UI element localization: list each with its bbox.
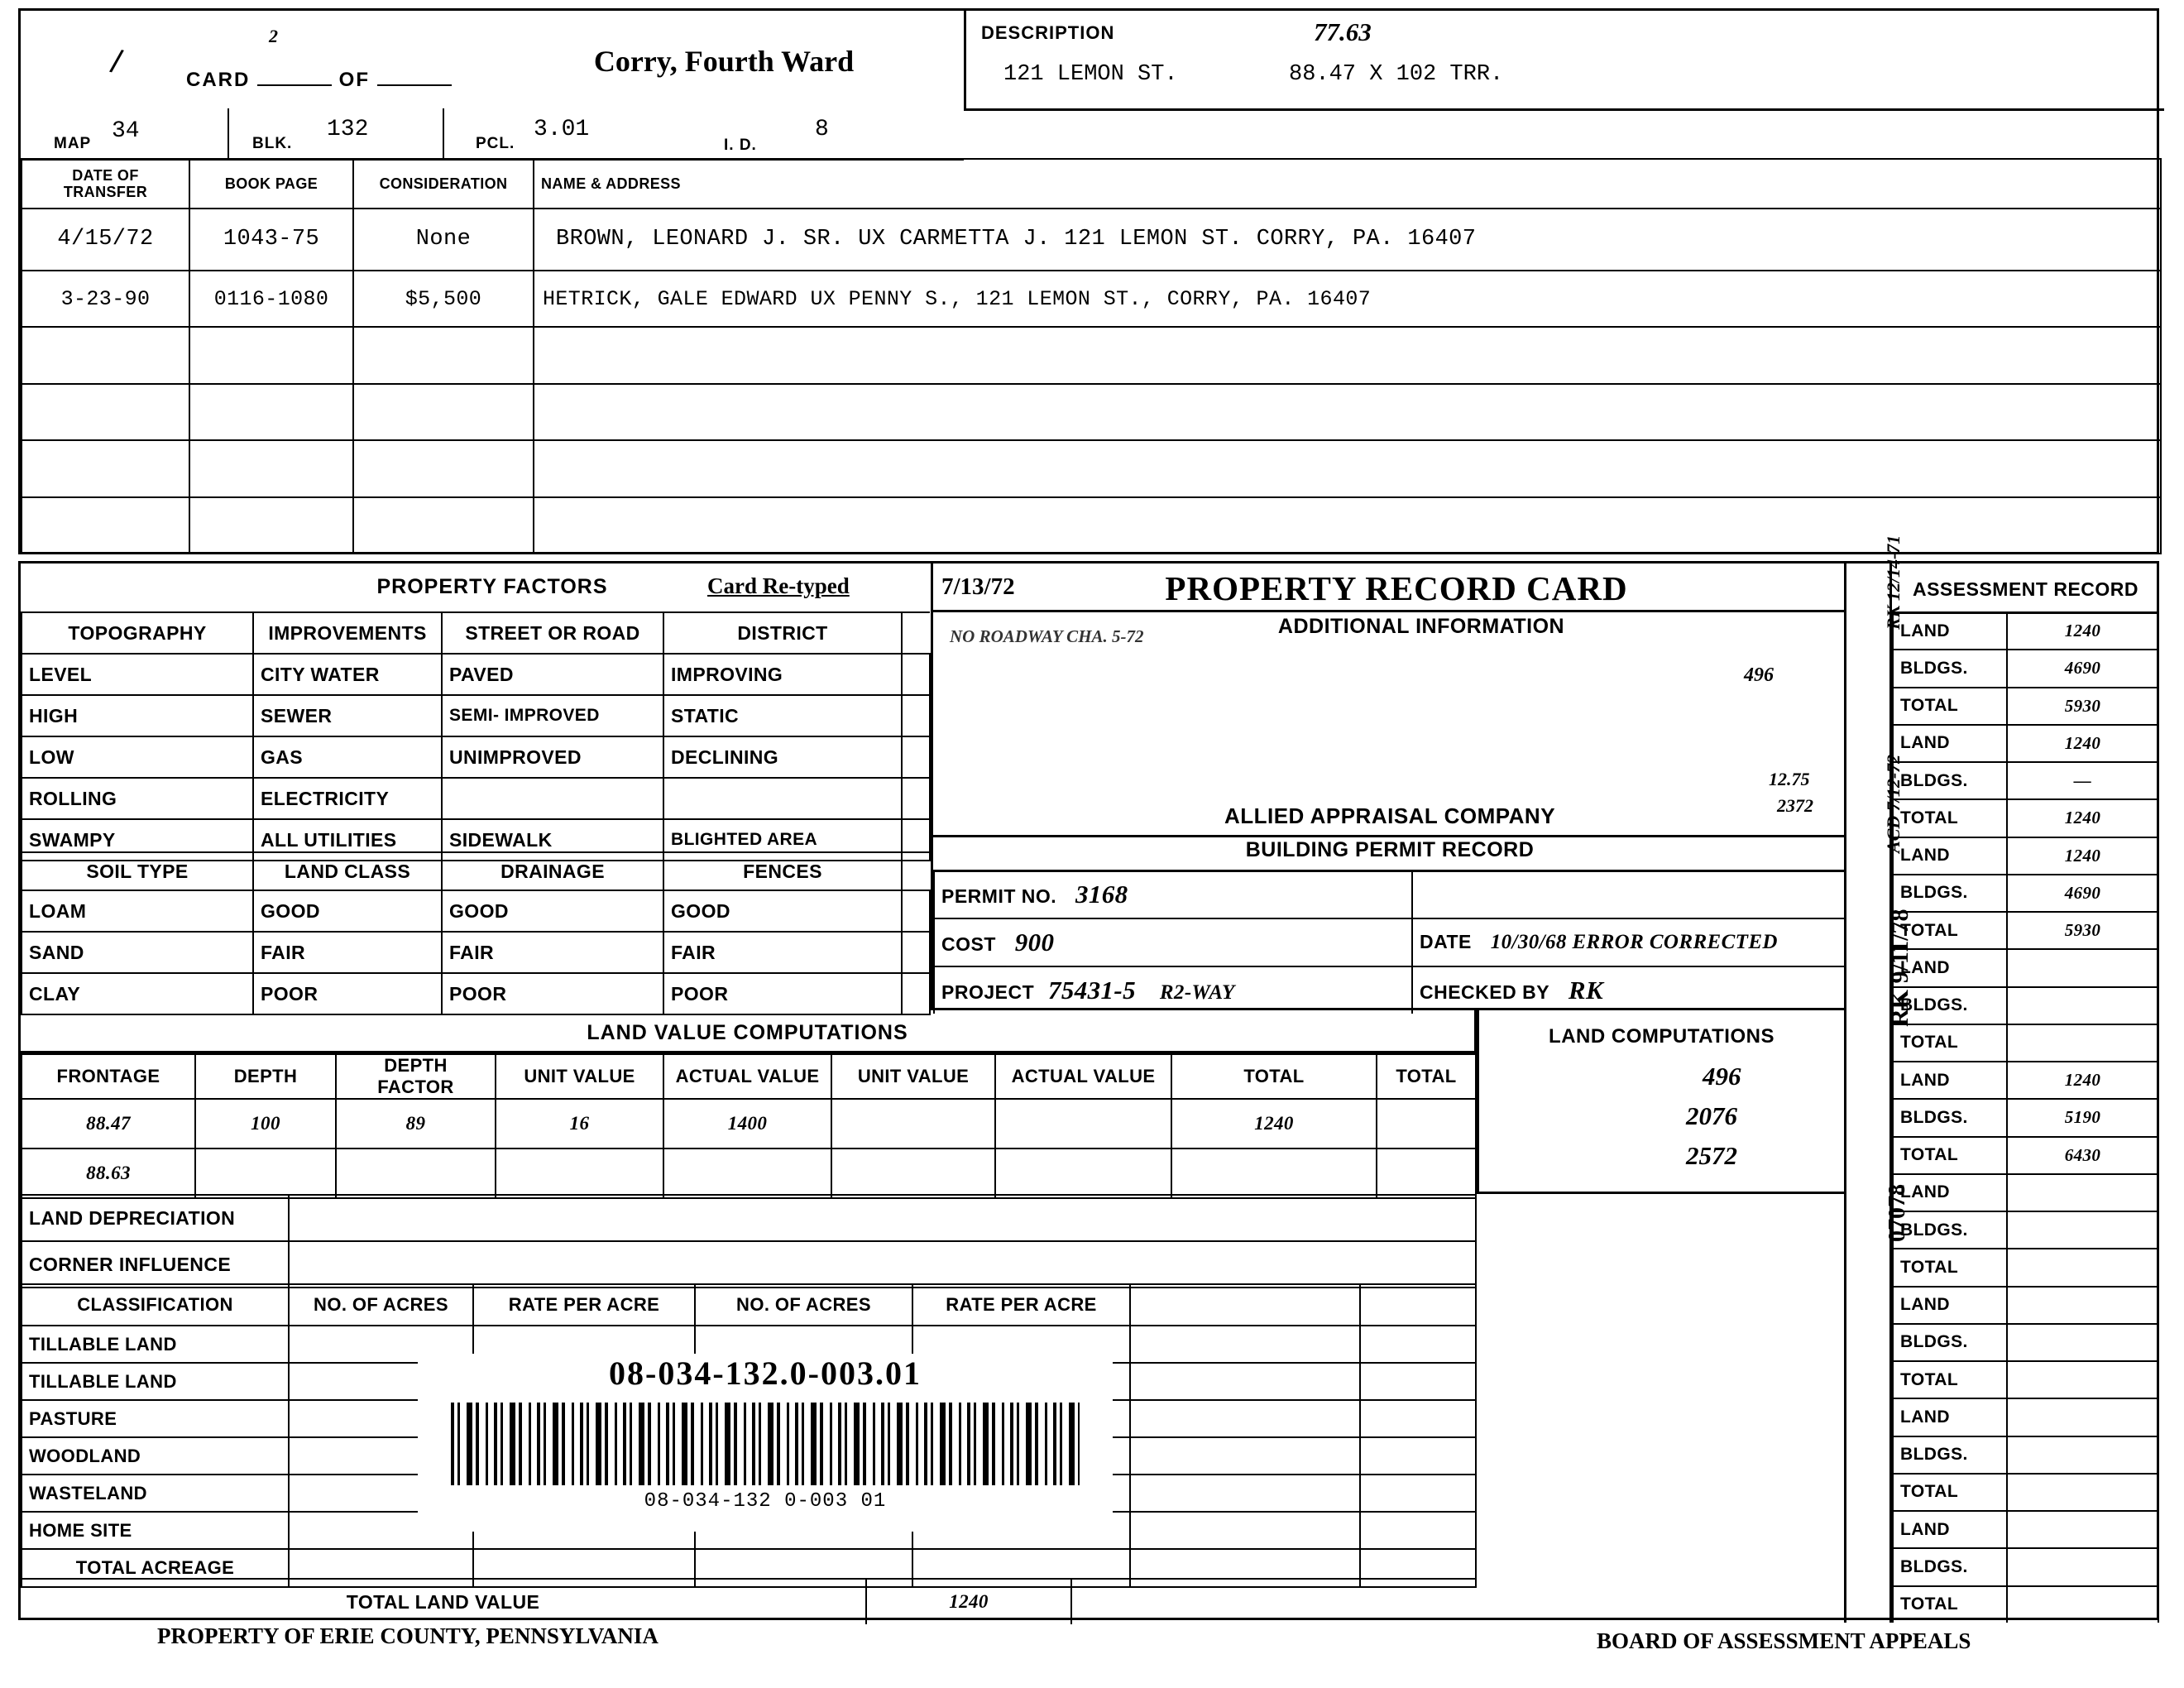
assess-total-value	[2007, 1024, 2158, 1062]
th-total: TOTAL	[1171, 1054, 1377, 1099]
factor-level[interactable]: LEVEL	[22, 654, 253, 695]
parcel-id-row	[21, 108, 964, 161]
table-row	[22, 440, 2161, 496]
assess-land-label: LAND	[1893, 837, 2007, 875]
table-row	[1893, 1174, 2158, 1211]
transfer-consideration	[353, 327, 534, 383]
table-row	[1893, 1024, 2158, 1062]
top-section	[18, 8, 2159, 554]
pen-slash-mark: /	[107, 43, 126, 81]
additional-information-note: NO ROADWAY CHA. 5-72	[950, 626, 1144, 646]
assess-land-label: LAND	[1893, 1062, 2007, 1099]
description-line1: 121 LEMON ST.	[1003, 62, 1178, 87]
margin-note-1: 496	[1744, 664, 1774, 686]
assess-total-label: TOTAL	[1893, 1024, 2007, 1062]
id-label: I. D.	[724, 137, 757, 154]
assess-bldgs-value	[2007, 1548, 2158, 1585]
table-row	[22, 271, 2161, 327]
factor-sewer[interactable]: SEWER	[253, 695, 442, 736]
lv-depth: 100	[195, 1099, 336, 1149]
footer-left: PROPERTY OF ERIE COUNTY, PENNSYLVANIA	[157, 1623, 659, 1648]
land-computations-title: LAND COMPUTATIONS	[1549, 1025, 1774, 1048]
factor-unimproved[interactable]: UNIMPROVED	[442, 736, 663, 778]
assess-total-value	[2007, 1249, 2158, 1286]
assess-bldgs-value	[2007, 1436, 2158, 1474]
assess-land-value	[2007, 1174, 2158, 1211]
factor-electricity[interactable]: ELECTRICITY	[253, 778, 442, 819]
transfer-book-page	[189, 327, 353, 383]
table-row	[22, 1149, 1476, 1198]
lv-total	[1171, 1149, 1377, 1198]
transfer-consideration	[353, 384, 534, 440]
total-land-value-label: TOTAL LAND VALUE	[21, 1579, 866, 1624]
table-row	[1893, 1436, 2158, 1474]
table-row	[1893, 762, 2158, 799]
transfer-consideration	[353, 440, 534, 496]
footer-right: BOARD OF ASSESSMENT APPEALS	[1597, 1628, 1971, 1653]
assess-total-label: TOTAL	[1893, 1361, 2007, 1398]
transfer-book-page	[189, 384, 353, 440]
assess-total-label: TOTAL	[1893, 1137, 2007, 1174]
total-land-value: 1240	[866, 1579, 1071, 1624]
barcode-block	[418, 1354, 1113, 1532]
table-row	[22, 695, 930, 736]
date-label: DATE	[1420, 931, 1472, 952]
fences-good[interactable]: GOOD	[663, 890, 902, 932]
factor-low[interactable]: LOW	[22, 736, 253, 778]
lv-actual-value-2	[995, 1149, 1171, 1198]
table-row	[1893, 799, 2158, 837]
project-value: 75431-5	[1047, 976, 1137, 1005]
assess-bldgs-label: BLDGS.	[1893, 1548, 2007, 1585]
lv-depth-factor	[336, 1149, 496, 1198]
table-row	[22, 384, 2161, 440]
table-row	[22, 778, 930, 819]
assess-land-value	[2007, 1287, 2158, 1324]
description-hand-note: 77.63	[1314, 17, 1372, 46]
factor-improving[interactable]: IMPROVING	[663, 654, 902, 695]
permit-no-label: PERMIT NO.	[941, 885, 1057, 907]
factor-blighted-area[interactable]: BLIGHTED AREA	[663, 819, 902, 861]
building-permit-title: BUILDING PERMIT RECORD	[1245, 838, 1535, 861]
fences-poor[interactable]: POOR	[663, 973, 902, 1014]
center-column	[931, 563, 1844, 1010]
checked-by-label: CHECKED BY	[1420, 981, 1550, 1003]
map-label: MAP	[54, 135, 92, 152]
th-rate-per-acre-2: RATE PER ACRE	[912, 1284, 1130, 1326]
th-street-or-road: STREET OR ROAD	[442, 612, 663, 654]
table-row	[1893, 1099, 2158, 1136]
th-actual-value: ACTUAL VALUE	[663, 1054, 831, 1099]
margin-notes-strip	[1844, 535, 1913, 1623]
card-of-label: CARD OF	[186, 69, 452, 92]
transfer-consideration	[353, 497, 534, 554]
table-row	[1893, 1211, 2158, 1249]
th-topography: TOPOGRAPHY	[22, 612, 253, 654]
assess-land-label: LAND	[1893, 1398, 2007, 1436]
table-row	[22, 497, 2161, 554]
drainage-good[interactable]: GOOD	[442, 890, 663, 932]
table-row	[1893, 1548, 2158, 1585]
table-row	[22, 1241, 1476, 1288]
table-row	[1893, 725, 2158, 762]
factor-semi-improved[interactable]: SEMI- IMPROVED	[442, 695, 663, 736]
assess-bldgs-label: BLDGS.	[1893, 1211, 2007, 1249]
th-drainage: DRAINAGE	[442, 852, 663, 890]
blk-label: BLK.	[252, 135, 293, 152]
transfer-consideration: None	[353, 209, 534, 271]
transfer-name-address: BROWN, LEONARD J. SR. UX CARMETTA J. 121 LEMON ST. CORRY, PA. 16407	[534, 209, 2161, 271]
barcode-image	[451, 1403, 1080, 1485]
table-row	[1893, 1398, 2158, 1436]
transfer-date	[22, 497, 189, 554]
table-row	[22, 932, 930, 973]
description-box	[964, 11, 2164, 111]
transfer-book-page	[189, 497, 353, 554]
col-book-page: BOOK PAGE	[189, 159, 353, 209]
assess-land-value	[2007, 1511, 2158, 1548]
factor-paved[interactable]: PAVED	[442, 654, 663, 695]
assess-land-value	[2007, 949, 2158, 986]
th-no-of-acres: NO. OF ACRES	[289, 1284, 473, 1326]
th-classification: CLASSIFICATION	[22, 1284, 289, 1326]
col-date-of-transfer: DATE OF TRANSFER	[22, 159, 189, 209]
assess-bldgs-label: BLDGS.	[1893, 762, 2007, 799]
table-row	[934, 870, 1846, 918]
factor-sidewalk[interactable]: SIDEWALK	[442, 819, 663, 861]
land-depreciation-label: LAND DEPRECIATION	[22, 1195, 289, 1241]
lv-actual-value	[663, 1149, 831, 1198]
transfer-date: 3-23-90	[22, 271, 189, 327]
table-row	[1893, 875, 2158, 912]
landclass-fair[interactable]: FAIR	[253, 932, 442, 973]
landclass-poor[interactable]: POOR	[253, 973, 442, 1014]
th-unit-value: UNIT VALUE	[496, 1054, 663, 1099]
assess-land-label: LAND	[1893, 949, 2007, 986]
description-line2: 88.47 X 102 TRR.	[1289, 62, 1504, 87]
table-row	[22, 1099, 1476, 1149]
assess-land-value	[2007, 1398, 2158, 1436]
assess-total-value: 5930	[2007, 912, 2158, 949]
assessment-title: ASSESSMENT RECORD	[1912, 578, 2139, 600]
th-depth: DEPTH	[195, 1054, 336, 1099]
class-total-acreage: TOTAL ACREAGE	[22, 1549, 289, 1587]
table-row	[1893, 1474, 2158, 1511]
table-row	[1893, 1249, 2158, 1286]
assess-bldgs-value: 5190	[2007, 1099, 2158, 1136]
land-value-title-row	[21, 1010, 1477, 1053]
assess-bldgs-label: BLDGS.	[1893, 875, 2007, 912]
assess-total-label: TOTAL	[1893, 1474, 2007, 1511]
lv-total: 1240	[1171, 1099, 1377, 1149]
table-row	[21, 1579, 1477, 1624]
cost-value: 900	[1014, 928, 1055, 957]
table-row	[1893, 688, 2158, 725]
lv-unit-value	[496, 1149, 663, 1198]
factor-swampy[interactable]: SWAMPY	[22, 819, 253, 861]
factor-rolling[interactable]: ROLLING	[22, 778, 253, 819]
table-row	[22, 327, 2161, 383]
assess-land-label: LAND	[1893, 1511, 2007, 1548]
assess-bldgs-value	[2007, 987, 2158, 1024]
total-land-value-row	[21, 1578, 1477, 1623]
assess-land-label: LAND	[1893, 612, 2007, 650]
margin-note-6: RK 9/11/78	[1886, 909, 1913, 1027]
land-comp-value-2: 2076	[1686, 1101, 1737, 1130]
table-row	[22, 890, 930, 932]
assess-total-label: TOTAL	[1893, 799, 2007, 837]
assess-total-label: TOTAL	[1893, 912, 2007, 949]
blk-value: 132	[327, 117, 369, 142]
margin-note-3: ACD 7/12-72	[1883, 754, 1904, 853]
table-row	[1893, 987, 2158, 1024]
land-value-title: LAND VALUE COMPUTATIONS	[587, 1021, 908, 1044]
lv-total-2	[1377, 1099, 1476, 1149]
table-row	[22, 736, 930, 778]
transfer-date	[22, 327, 189, 383]
bottom-section	[18, 535, 2159, 1620]
table-row	[1893, 1361, 2158, 1398]
card-retyped-label: Card Re-typed	[707, 573, 850, 598]
drainage-poor[interactable]: POOR	[442, 973, 663, 1014]
th-fences: FENCES	[663, 852, 902, 890]
lv-depth	[195, 1149, 336, 1198]
table-row	[934, 918, 1846, 966]
factor-static[interactable]: STATIC	[663, 695, 902, 736]
transfer-name-address: HETRICK, GALE EDWARD UX PENNY S., 121 LEMON ST., CORRY, PA. 16407	[534, 271, 2161, 327]
soil-clay[interactable]: CLAY	[22, 973, 253, 1014]
th-soil-type: SOIL TYPE	[22, 852, 253, 890]
th-improvements: IMPROVEMENTS	[253, 612, 442, 654]
assess-total-value: 6430	[2007, 1137, 2158, 1174]
assess-land-value: 1240	[2007, 612, 2158, 650]
class-pasture[interactable]: PASTURE	[22, 1400, 289, 1437]
table-row	[1893, 1287, 2158, 1324]
table-row	[1893, 612, 2158, 650]
th-frontage: FRONTAGE	[22, 1054, 195, 1099]
assess-bldgs-label: BLDGS.	[1893, 1436, 2007, 1474]
class-home-site[interactable]: HOME SITE	[22, 1512, 289, 1549]
table-row	[22, 973, 930, 1014]
assess-bldgs-label: BLDGS.	[1893, 650, 2007, 687]
assess-land-value: 1240	[2007, 837, 2158, 875]
factor-city-water[interactable]: CITY WATER	[253, 654, 442, 695]
transfer-book-page: 1043-75	[189, 209, 353, 271]
project-extra: R2-WAY	[1159, 981, 1235, 1004]
cost-label: COST	[941, 933, 996, 955]
th-actual-value-2: ACTUAL VALUE	[995, 1054, 1171, 1099]
transfer-table	[21, 158, 2162, 554]
property-factors-table-1	[21, 611, 931, 851]
factor-declining[interactable]: DECLINING	[663, 736, 902, 778]
assess-bldgs-label: BLDGS.	[1893, 1324, 2007, 1361]
th-land-class: LAND CLASS	[253, 852, 442, 890]
assess-bldgs-value	[2007, 1324, 2158, 1361]
factor-gas[interactable]: GAS	[253, 736, 442, 778]
table-row	[1893, 1137, 2158, 1174]
transfer-name-address	[534, 327, 2161, 383]
project-label: PROJECT	[941, 981, 1035, 1003]
land-comp-value-3: 2572	[1686, 1141, 1737, 1170]
ward-title: Corry, Fourth Ward	[593, 45, 855, 78]
table-row	[934, 966, 1846, 1014]
table-row	[1893, 837, 2158, 875]
factor-all-utilities[interactable]: ALL UTILITIES	[253, 819, 442, 861]
parcel-number-handwritten: 08-034-132.0-003.01	[609, 1355, 922, 1392]
factor-high[interactable]: HIGH	[22, 695, 253, 736]
permit-grid	[933, 870, 1846, 1010]
depreciation-block	[21, 1194, 1477, 1283]
assess-land-value: 1240	[2007, 725, 2158, 762]
table-row	[22, 654, 930, 695]
class-tillable-land-1[interactable]: TILLABLE LAND	[22, 1326, 289, 1363]
transfer-book-page: 0116-1080	[189, 271, 353, 327]
pcl-label: PCL.	[476, 135, 515, 152]
th-unit-value-2: UNIT VALUE	[831, 1054, 995, 1099]
class-wasteland[interactable]: WASTELAND	[22, 1475, 289, 1512]
factor-blank[interactable]	[442, 778, 663, 819]
table-row	[22, 1195, 1476, 1241]
assess-land-label: LAND	[1893, 1287, 2007, 1324]
assess-bldgs-value	[2007, 1211, 2158, 1249]
table-row	[1893, 949, 2158, 986]
assess-land-label: LAND	[1893, 1174, 2007, 1211]
checked-by-value: RK	[1568, 976, 1604, 1005]
table-row	[1893, 1324, 2158, 1361]
assess-bldgs-value: 4690	[2007, 875, 2158, 912]
property-factors-title: PROPERTY FACTORS	[376, 575, 608, 598]
lv-frontage: 88.47	[22, 1099, 195, 1149]
corner-influence-label: CORNER INFLUENCE	[22, 1241, 289, 1288]
class-woodland[interactable]: WOODLAND	[22, 1437, 289, 1475]
transfer-date	[22, 440, 189, 496]
record-card-title: PROPERTY RECORD CARD	[1165, 569, 1628, 607]
class-tillable-land-2[interactable]: TILLABLE LAND	[22, 1363, 289, 1400]
soil-loam[interactable]: LOAM	[22, 890, 253, 932]
margin-note-7: 07078	[1885, 1184, 1910, 1242]
margin-note-2: RK 12/14-71	[1883, 535, 1904, 630]
property-factors-title-row	[21, 563, 931, 611]
retyped-date: 7/13/72	[941, 573, 1015, 600]
appraisal-company: ALLIED APPRAISAL COMPANY	[1224, 803, 1556, 828]
table-row	[1893, 1511, 2158, 1548]
property-factors-table-2	[21, 851, 931, 1010]
lv-unit-value-2	[831, 1149, 995, 1198]
assess-land-label: LAND	[1893, 725, 2007, 762]
id-value: 8	[815, 117, 829, 142]
assessment-record	[1892, 563, 2159, 1623]
assess-bldgs-value: 4690	[2007, 650, 2158, 687]
description-label: DESCRIPTION	[981, 22, 1115, 43]
assess-land-value: 1240	[2007, 1062, 2158, 1099]
map-value: 34	[112, 118, 140, 144]
assess-total-label: TOTAL	[1893, 1249, 2007, 1286]
land-value-table	[21, 1053, 1477, 1194]
land-comp-value-1: 496	[1703, 1062, 1741, 1091]
transfer-name-address	[534, 497, 2161, 554]
transfer-date	[22, 384, 189, 440]
table-row	[22, 209, 2161, 271]
margin-note-5: 2372	[1777, 795, 1813, 816]
lv-actual-value-2	[995, 1099, 1171, 1149]
th-no-of-acres-2: NO. OF ACRES	[695, 1284, 912, 1326]
lv-unit-value: 16	[496, 1099, 663, 1149]
assess-total-label: TOTAL	[1893, 1586, 2007, 1623]
th-total-2: TOTAL	[1377, 1054, 1476, 1099]
land-computations-panel	[1477, 1010, 1844, 1194]
landclass-good[interactable]: GOOD	[253, 890, 442, 932]
permit-no-value: 3168	[1075, 880, 1128, 909]
col-name-address: NAME & ADDRESS	[534, 159, 2161, 209]
th-rate-per-acre: RATE PER ACRE	[473, 1284, 695, 1326]
additional-information-title: ADDITIONAL INFORMATION	[1277, 615, 1565, 638]
factor-blank2[interactable]	[663, 778, 902, 819]
assess-total-value: 5930	[2007, 688, 2158, 725]
th-depth-factor: DEPTH FACTOR	[336, 1054, 496, 1099]
table-row	[1893, 1586, 2158, 1623]
table-row	[1893, 912, 2158, 949]
assess-total-label: TOTAL	[1893, 688, 2007, 725]
assess-bldgs-label: BLDGS.	[1893, 987, 2007, 1024]
table-row	[1893, 1062, 2158, 1099]
th-district: DISTRICT	[663, 612, 902, 654]
lv-unit-value-2	[831, 1099, 995, 1149]
lv-depth-factor: 89	[336, 1099, 496, 1149]
barcode-caption: 08-034-132 0-003 01	[644, 1490, 887, 1513]
pcl-value: 3.01	[534, 117, 590, 142]
assess-total-value	[2007, 1586, 2158, 1623]
stray-mark: 2	[269, 26, 278, 46]
transfer-date: 4/15/72	[22, 209, 189, 271]
assess-total-value	[2007, 1361, 2158, 1398]
transfer-consideration: $5,500	[353, 271, 534, 327]
margin-note-4: 12.75	[1769, 769, 1810, 789]
soil-sand[interactable]: SAND	[22, 932, 253, 973]
lv-frontage: 88.63	[22, 1149, 195, 1198]
assess-bldgs-value: —	[2007, 762, 2158, 799]
date-value: 10/30/68 ERROR CORRECTED	[1490, 931, 1778, 953]
transfer-book-page	[189, 440, 353, 496]
col-consideration: CONSIDERATION	[353, 159, 534, 209]
fences-fair[interactable]: FAIR	[663, 932, 902, 973]
transfer-name-address	[534, 440, 2161, 496]
assess-total-value	[2007, 1474, 2158, 1511]
assess-total-value: 1240	[2007, 799, 2158, 837]
assess-bldgs-label: BLDGS.	[1893, 1099, 2007, 1136]
lv-total-2	[1377, 1149, 1476, 1198]
transfer-name-address	[534, 384, 2161, 440]
drainage-fair[interactable]: FAIR	[442, 932, 663, 973]
table-row	[1893, 650, 2158, 687]
lv-actual-value: 1400	[663, 1099, 831, 1149]
